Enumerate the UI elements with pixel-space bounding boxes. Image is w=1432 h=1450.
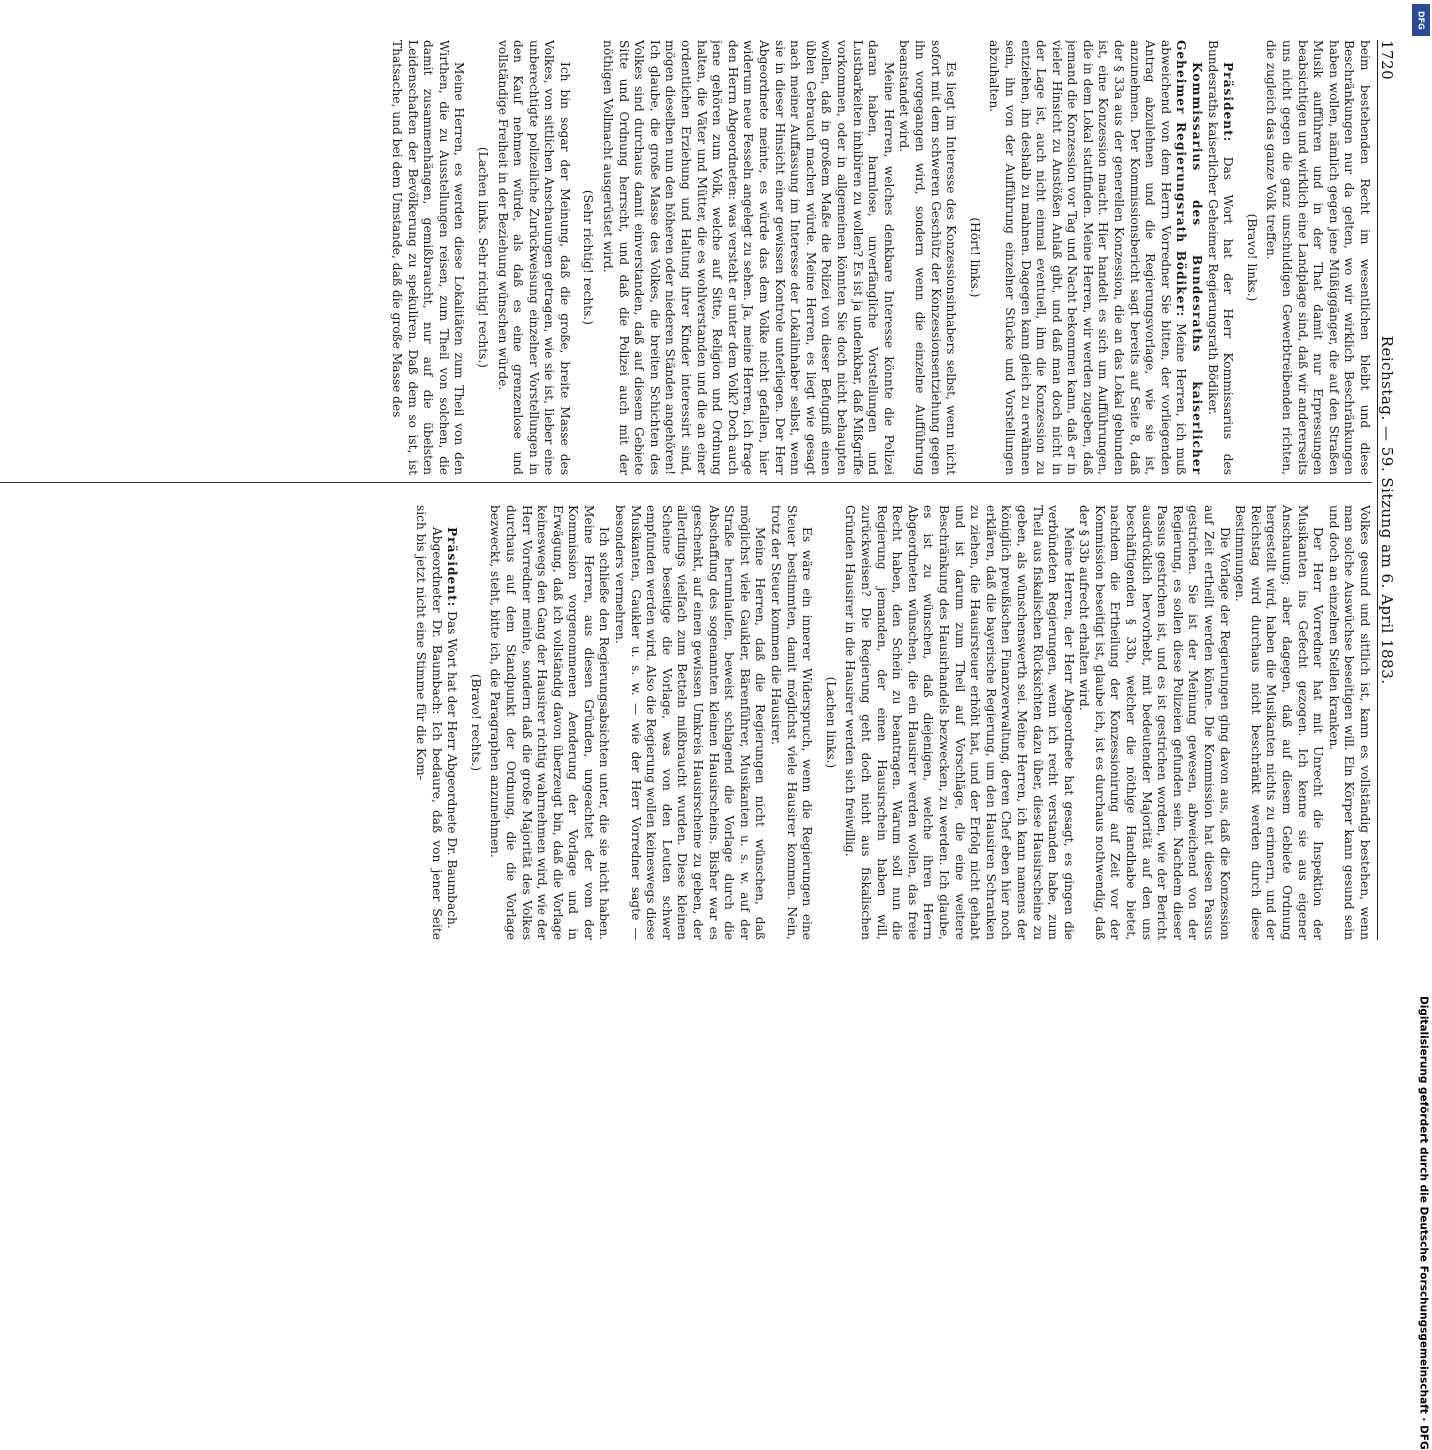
paragraph bbox=[842, 505, 1076, 940]
paragraph-text: (Lachen links. Sehr richtig! rechts.) bbox=[475, 146, 490, 369]
paragraph bbox=[1204, 40, 1235, 475]
right-column bbox=[0, 505, 1372, 940]
paragraph bbox=[494, 40, 572, 475]
page-number: 1720 bbox=[1378, 40, 1396, 81]
paragraph-text: (Hört! links.) bbox=[967, 217, 982, 298]
paragraph-text: Meine Herren, welches denkbare Interesse könnte die Polizei daran haben, harmlose, unverfängliche Vorstellungen und Lustbarkeiten inhibiren zu wollen? Es ist ja undenkbar, daß Mißgriffe vorkommen, oder in allgemeinen könnten Sie doch nicht behaupten wollen, daß in großem Maße die Polizei von dieser Befugniß einen üblen Gebrauch machen würde. Meine Herren, es liegt wie gesagt nach meiner Auffassung im Interesse der Lokalinhaber selbst, wenn sie in dieser Hinsicht einer gewissen Kontrole unterliegen. Der Herr Abgeordnete meinte, es würde das dem Volke nicht gefallen, hier widerum neue Fesseln angelegt zu sehen. Ja, meine Herren, ich frage den Herrn Abgeordneten: was versteht er unter dem Volk? Doch auch jene gehören zum Volk, welche auf Sitte, Religion und Ordnung halten, die Väter und Mütter, die es wohlverstanden und die an einer ordentlichen Erziehung und Haltung ihrer Kinder interessirt sind, mögen dieselben nun den höheren oder niederen Ständen angehören! Ich glaube, die große Masse des Volkes, die breiten Schichten des Volkes sind durchaus damit einverstanden, daß auf diesem Gebiete Sitte und Ordnung herrscht, und daß die Polizei auch mit der nöthigen Vollmacht ausgerüstet wird. bbox=[601, 40, 896, 475]
speaker-name: Präsident: bbox=[445, 527, 460, 608]
interjection bbox=[580, 40, 596, 475]
column-divider bbox=[0, 482, 1372, 483]
paragraph bbox=[767, 505, 814, 940]
left-column bbox=[0, 40, 1372, 475]
interjection bbox=[1243, 40, 1259, 475]
paragraph bbox=[1232, 505, 1326, 940]
paragraph bbox=[1263, 40, 1372, 475]
paragraph-text: (Lachen links.) bbox=[823, 676, 838, 769]
paragraph bbox=[1076, 505, 1232, 940]
paragraph bbox=[612, 505, 768, 940]
paragraph bbox=[986, 40, 1204, 475]
dfg-logo: DFG bbox=[1412, 4, 1430, 36]
paragraph bbox=[444, 505, 460, 940]
paragraph bbox=[412, 505, 443, 940]
paragraph-text: Es liegt im Interesse des Konzessionsinhabers selbst, wenn nicht sofort mit dem schweren Geschütz der Konzessionsentziehung gegen ihn vorgegangen wird, sondern wenn die einzelne Aufführung beanstandet wird. bbox=[897, 40, 959, 475]
interjection bbox=[822, 505, 838, 940]
paragraph-text: Volkes gesund und sittlich ist, kann es vollständig bestehen, wenn man solche Auswüchse beseitigen will. Ein Körper kann gesund sein und doch an einzelnen Stellen kranken. bbox=[1326, 505, 1372, 940]
paragraph bbox=[388, 40, 466, 475]
paragraph-text: Es wäre ein innerer Widerspruch, wenn die Regierungen eine Steuer bestimmten, damit möglichst viele Hausirer kommen. Nein, trotz der Steuer kommen die Hausirer. bbox=[769, 505, 815, 940]
paragraph-text: Das Wort hat der Herr Kommissarius des Bundesraths kaiserlicher Geheimer Regierungsrath Bödiker. bbox=[1205, 40, 1236, 475]
speaker-name: Kommissarius des Bundesraths kaiserlicher Geheimer Regierungsrath Bödiker: bbox=[1174, 40, 1205, 475]
page-header bbox=[1377, 40, 1402, 940]
paragraph bbox=[600, 40, 896, 475]
paragraph bbox=[896, 40, 958, 475]
paragraph-text: Meine Herren, es werden diese Lokalitäten zum Theil von den Wirthen, die zu Ausstellungen reisen, zum Theil von solchen, die damit zusammenhängen, gemißbraucht, nur auf die übelsten Leidenschaften der Bevölkerung zu spekuliren. Daß dem so ist, ist Thatsache, und bei dem Umstande, daß die große Masse des bbox=[389, 40, 467, 475]
speaker-name: Präsident: bbox=[1221, 62, 1236, 143]
paragraph-text: (Sehr richtig! rechts.) bbox=[581, 189, 596, 326]
digitization-sidebar bbox=[1410, 0, 1432, 1450]
paragraph-text: Meine Herren, ich muß abweichend von dem Herrn Vorredner Sie bitten, der vorliegenden Antrag abzulehnen und die Regierungsvorlage, wie sie ist, anzunehmen. Der Kommissionsbericht sagt bereits auf Seite 8, daß der § 33a aus der generellen Konzession, die an das Lokal gebunden ist, eine Konzession macht. Hier handelt es sich um Aufführungen, die in dem Lokal stattfinden. Meine Herren, wir werden zugeben, daß jemand die Konzession vor Tag und Nacht bekommen kann, daß er in vieler Hinsicht zu Anstößen Anlaß gibt, und daß man doch nicht in der Lage ist, auch nicht einmal eventuell, ihm die Konzession zu entziehen, ihn deshalb zu mahnen. Dagegen kann gleich zu erwähnen sein, ihn von der Aufführung einzelner Stücke und Vorstellungen abzuhalten. bbox=[987, 40, 1189, 475]
digitization-credit: Digitalisierung gefördert durch die Deutsche Forschungsgemeinschaft · DFG bbox=[1418, 996, 1430, 1450]
paragraph-text: (Bravo! links.) bbox=[1244, 213, 1259, 302]
paragraph bbox=[1325, 505, 1372, 940]
paragraph-text: Meine Herren, daß die Regierungen nicht wünschen, daß möglichst viele Gaukler, Bärenführer, Musikanten u. s. w. auf der Straße herumlaufen, beweist schlagend die Vorlage durch die Abschaffung des sogenannten kleinen Hausirscheins. Bisher war es geschenkt, auf einen gewissen Umkreis Hausirscheine zu geben, der allerdings vielfach zum Betteln mißbraucht wurden. Diese kleinen Scheine beseitige die Vorlage, was von den Leuten schwer empfunden werden wird. Also die Regierung wollen keineswegs diese Musikanten, Gaukler u. s. w. — wie der Herr Vorredner sagte — besonders vermehren. bbox=[613, 505, 768, 940]
paragraph-text: Das Wort hat der Herr Abgeordnete Dr. Baumbach. bbox=[445, 611, 460, 929]
paragraph-text: Der Herr Vorredner hat mit Unrecht die Inspektion der Musikanten ins Gefecht gezogen. Ich kenne sie aus eigener Anschauung; aber dagegen, daß auf diesem Gebiete Ordnung hergestellt wird, haben die Musikanten nichts zu erinnern, und der Reichstag wird durchaus nicht beschränkt werden durch diese Bestimmungen. bbox=[1233, 505, 1326, 940]
paragraph-text: Die Vorlage der Regierungen ging davon aus, daß die Konzession auf Zeit ertheilt werden könne. Die Kommission hat diesen Passus gestrichen. Sie ist der Meinung gewesen, abweichend von der Regierung, es sollen diese Polizeien gefunden sein. Nachdem dieser Passus gestrichen ist, und es ist gestrichen worden, wie der Bericht ausdrücklich hervorhebt, mit bedeutender Majorität auf den uns beschäftigenden § 33b, welcher die nöthige Handhabe bietet, nachdem die Ertheilung der Konzessionirung auf Zeit vor der Kommission beseitigt ist, glaube ich, ist es durchaus nothwendig, daß der § 33b aufrecht erhalten wird. bbox=[1077, 505, 1232, 940]
paragraph-text: Abgeordneter Dr. Baumbach: Ich bedaure, daß von jener Seite sich bis jetzt nicht eine Stimme für die Kom- bbox=[413, 505, 444, 940]
paragraph-text: beim bestehenden Recht im wesentlichen bleibt und diese Beschränkungen nur da gelten, wo wir wirklich Beschränkungen haben wollen, nämlich gegen jene Müßiggänger, die auf den Straßen Musik aufführen und in der That damit nur Erpressungen beabsichtigen und wirklich eine Landplage sind, daß wir andererseits uns nicht gegen die ganz unschuldigen Gewerbtreibenden richten, die zugleich das ganze Volk treffen. bbox=[1264, 40, 1372, 475]
paragraph-text: Ich schließe den Regierungsabsichten unter, die sie nicht haben. Meine Herren, aus diesen Gründen, ungeachtet der vom der Kommission vorgenommenen Aenderung der Vorlage und in Erwägung, daß ich vollständig davon überzeugt bin, daß die Vorlage keineswegs den Gang der Hausirer richtig wahrnehmen wird, wie der Herr Vorredner meinte, sondern daß die große Majorität des Volkes durchaus auf dem Standpunkt der Ordnung, die die Vorlage bezweckt, steht, bitte ich, die Paragraphen anzunehmen. bbox=[488, 505, 612, 940]
running-title: Reichstag. — 59. Sitzung am 6. April 1883. bbox=[1378, 335, 1396, 685]
paragraph-text: Meine Herren, der Herr Abgeordnete hat gesagt, es gingen die verbündeten Regierungen, wenn ich recht verstanden habe, zum Theil aus fiskalischen Rücksichten dazu über, diese Hausirscheine zu geben, als wünschenswerth sei. Meine Herren, ich kann namens der königlich preußischen Finanzverwaltung, deren Chef eben hier noch erklären, daß die bayerische Regierung, um den Hausiren Schranken zu ziehen, die Hausirsteuer erhöht hat, und der Erfolg nicht gehabt und ist darum zum Theil auf Vorschläge, die eine weitere Beschränkung des Hausirhandels bezwecken, zu werden. Ich glaube, es ist zu wünschen, daß diejenigen, welche ihren Herrn Abgeordneten wünschen, die ein Hausirer werden wollen, das freie Recht haben, den Schein zu beantragen. Warum soll nun die Regierung jemanden, der einen Hausirschein haben will, zurückweisen? Die Regierung geht doch nicht aus fiskalischen Gründen Hausirer in die Hausirer werden sich freiwillig. bbox=[843, 505, 1076, 940]
interjection bbox=[966, 40, 982, 475]
paragraph bbox=[487, 505, 612, 940]
interjection bbox=[474, 40, 490, 475]
paragraph-text: Ich bin sogar der Meinung, daß die große, breite Masse des Volkes, von sittlichen Anschauungen getragen, wie sie ist, lieber eine unberechtigte polizeiliche Zurückweisung einzelner Vorstellungen in den Kauf nehmen würde, als daß es eine grenzenlose und vollständige Freiheit in der Beziehung wünschen würde. bbox=[495, 40, 572, 475]
paragraph-text: (Bravo! rechts.) bbox=[468, 673, 483, 772]
interjection bbox=[467, 505, 483, 940]
